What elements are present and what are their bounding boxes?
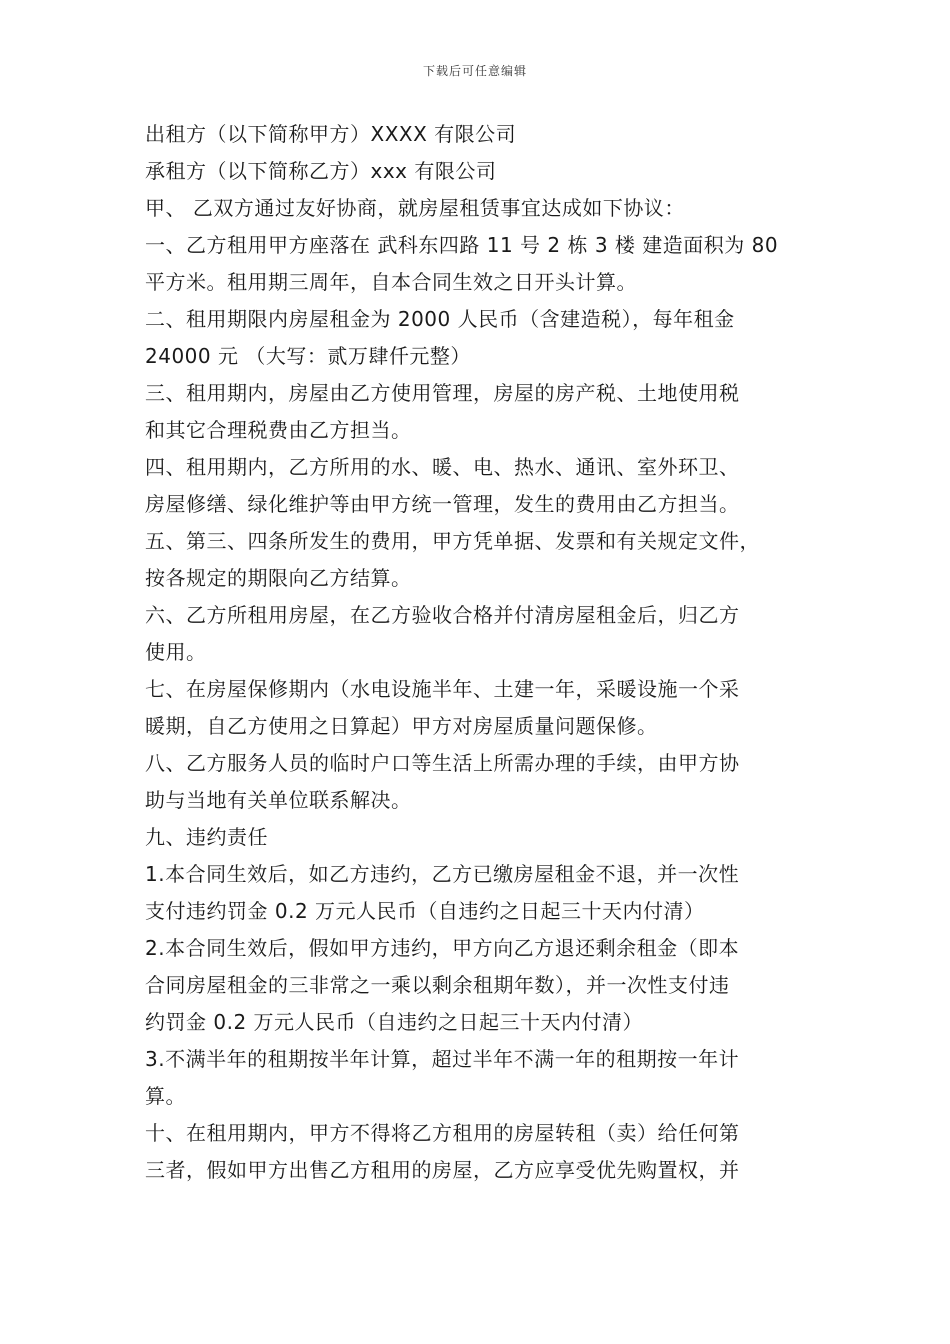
text-line: 房屋修缮、绿化维护等由甲方统一管理，发生的费用由乙方担当。 [145, 492, 740, 516]
text-line: 甲、 乙双方通过友好协商，就房屋租赁事宜达成如下协议： [145, 196, 685, 220]
text-line: 合同房屋租金的三非常之一乘以剩余租期年数），并一次性支付违 [145, 973, 730, 997]
text-line: 十、在租用期内，甲方不得将乙方租用的房屋转租（卖）给任何第 [145, 1121, 740, 1145]
text-line: 三、租用期内，房屋由乙方使用管理，房屋的房产税、土地使用税 [145, 381, 740, 405]
text-line: 六、乙方所租用房屋，在乙方验收合格并付清房屋租金后，归乙方 [145, 603, 740, 627]
text-line: 一、乙方租用甲方座落在 武科东四路 11 号 2 栋 3 楼 建造面积为 80 [145, 233, 779, 257]
text-line: 算。 [145, 1084, 186, 1108]
text-line: 九、违约责任 [145, 825, 268, 849]
text-line: 2.本合同生效后，假如甲方违约，甲方向乙方退还剩余租金（即本 [145, 936, 740, 960]
text-line: 助与当地有关单位联系解决。 [145, 788, 412, 812]
contract-body [145, 116, 825, 1189]
text-line: 七、在房屋保修期内（水电设施半年、土建一年，采暖设施一个采 [145, 677, 740, 701]
text-line: 五、第三、四条所发生的费用，甲方凭单据、发票和有关规定文件， [145, 529, 760, 553]
text-line: 1.本合同生效后，如乙方违约，乙方已缴房屋租金不退，并一次性 [145, 862, 740, 886]
text-line: 二、租用期限内房屋租金为 2000 人民币（含建造税），每年租金 [145, 307, 735, 331]
text-line: 按各规定的期限向乙方结算。 [145, 566, 412, 590]
header-note: 下载后可任意编辑 [422, 64, 527, 78]
text-line: 出租方（以下简称甲方）XXXX 有限公司 [145, 122, 517, 146]
text-line: 暖期，自乙方使用之日算起）甲方对房屋质量问题保修。 [145, 714, 658, 738]
text-line: 24000 元 （大写：贰万肆仟元整） [145, 344, 471, 368]
text-line: 八、乙方服务人员的临时户口等生活上所需办理的手续，由甲方协 [145, 751, 740, 775]
text-line: 承租方（以下简称乙方）xxx 有限公司 [145, 159, 497, 183]
text-line: 三者，假如甲方出售乙方租用的房屋，乙方应享受优先购置权，并 [145, 1158, 740, 1182]
text-line: 3.不满半年的租期按半年计算，超过半年不满一年的租期按一年计 [145, 1047, 740, 1071]
text-line: 约罚金 0.2 万元人民币（自违约之日起三十天内付清） [145, 1010, 644, 1034]
text-line: 四、租用期内，乙方所用的水、暖、电、热水、通讯、室外环卫、 [145, 455, 740, 479]
text-line: 平方米。租用期三周年，自本合同生效之日开头计算。 [145, 270, 637, 294]
text-line: 使用。 [145, 640, 207, 664]
text-line: 和其它合理税费由乙方担当。 [145, 418, 412, 442]
text-line: 支付违约罚金 0.2 万元人民币（自违约之日起三十天内付清） [145, 899, 705, 923]
